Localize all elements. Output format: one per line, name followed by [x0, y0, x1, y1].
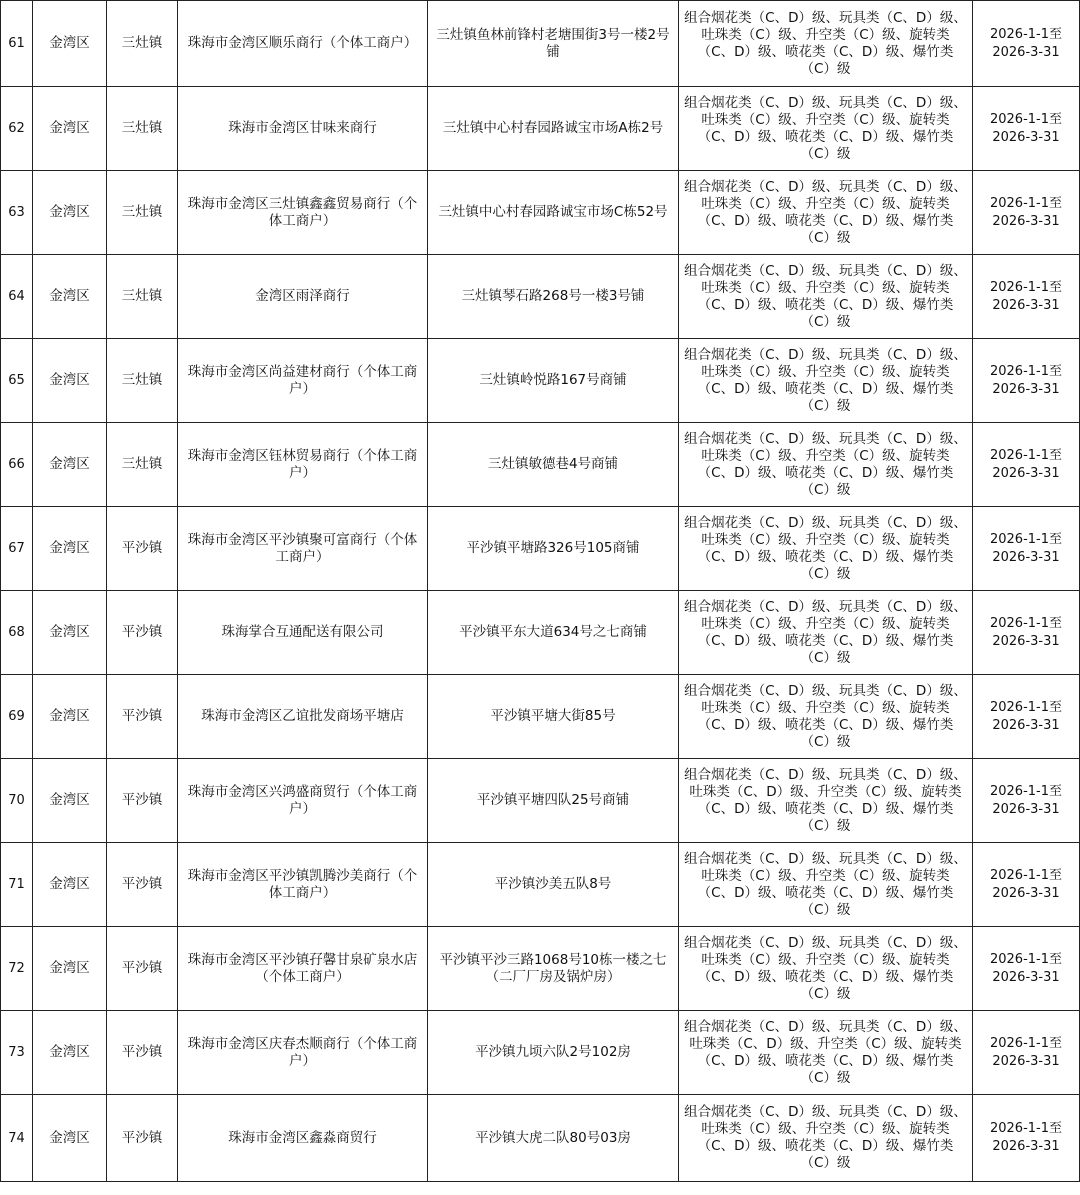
store-name-cell: 珠海市金湾区鑫淼商贸行	[178, 1095, 428, 1182]
table-row	[1, 1011, 1080, 1095]
town-cell: 平沙镇	[107, 1095, 178, 1182]
table-row	[1, 171, 1080, 255]
period-end: 2026-3-31	[992, 633, 1060, 649]
district-cell: 金湾区	[33, 591, 107, 675]
period-end: 2026-3-31	[992, 213, 1060, 229]
row-number: 69	[1, 675, 33, 759]
row-number: 70	[1, 759, 33, 843]
row-number: 66	[1, 423, 33, 507]
validity-period-cell	[973, 87, 1080, 171]
product-scope-cell: 组合烟花类（C、D）级、玩具类（C、D）级、吐珠类（C）级、升空类（C）级、旋转类（C、D）级、喷花类（C、D）级、爆竹类（C）级	[679, 1, 973, 87]
period-end: 2026-3-31	[992, 297, 1060, 313]
validity-period-cell	[973, 423, 1080, 507]
period-start: 2026-1-1至	[989, 615, 1062, 631]
address-cell: 平沙镇九顷六队2号102房	[428, 1011, 679, 1095]
product-scope-cell: 组合烟花类（C、D）级、玩具类（C、D）级、吐珠类（C）级、升空类（C）级、旋转类（C、D）级、喷花类（C、D）级、爆竹类（C）级	[679, 87, 973, 171]
store-name-cell: 珠海掌合互通配送有限公司	[178, 591, 428, 675]
store-name-cell: 珠海市金湾区平沙镇凯腾沙美商行（个体工商户）	[178, 843, 428, 927]
district-cell: 金湾区	[33, 675, 107, 759]
product-scope-cell: 组合烟花类（C、D）级、玩具类（C、D）级、吐珠类（C）级、升空类（C）级、旋转类（C、D）级、喷花类（C、D）级、爆竹类（C）级	[679, 591, 973, 675]
store-name-cell: 珠海市金湾区兴鸿盛商贸行（个体工商户）	[178, 759, 428, 843]
town-cell: 三灶镇	[107, 255, 178, 339]
table-row	[1, 759, 1080, 843]
address-cell: 三灶镇敏德巷4号商铺	[428, 423, 679, 507]
period-end: 2026-3-31	[992, 801, 1060, 817]
period-start: 2026-1-1至	[989, 699, 1062, 715]
row-number: 67	[1, 507, 33, 591]
product-scope-cell: 组合烟花类（C、D）级、玩具类（C、D）级、吐珠类（C、D）级、升空类（C）级、旋转类（C、D）级、喷花类（C、D）级、爆竹类（C）级	[679, 1011, 973, 1095]
town-cell: 三灶镇	[107, 339, 178, 423]
store-name-cell: 珠海市金湾区庆春杰顺商行（个体工商户）	[178, 1011, 428, 1095]
product-scope-cell: 组合烟花类（C、D）级、玩具类（C、D）级、吐珠类（C）级、升空类（C）级、旋转类（C、D）级、喷花类（C、D）级、爆竹类（C）级	[679, 255, 973, 339]
period-start: 2026-1-1至	[989, 951, 1062, 967]
district-cell: 金湾区	[33, 1011, 107, 1095]
period-start: 2026-1-1至	[989, 111, 1062, 127]
store-name-cell: 珠海市金湾区乙谊批发商场平塘店	[178, 675, 428, 759]
store-name-cell: 珠海市金湾区尚益建材商行（个体工商户）	[178, 339, 428, 423]
product-scope-cell: 组合烟花类（C、D）级、玩具类（C、D）级、吐珠类（C）级、升空类（C）级、旋转类（C、D）级、喷花类（C、D）级、爆竹类（C）级	[679, 1095, 973, 1182]
district-cell: 金湾区	[33, 1095, 107, 1182]
period-end: 2026-3-31	[992, 44, 1060, 60]
table-row	[1, 927, 1080, 1011]
validity-period-cell	[973, 591, 1080, 675]
period-start: 2026-1-1至	[989, 26, 1062, 42]
row-number: 64	[1, 255, 33, 339]
address-cell: 三灶镇琴石路268号一楼3号铺	[428, 255, 679, 339]
validity-period-cell	[973, 1011, 1080, 1095]
address-cell: 平沙镇沙美五队8号	[428, 843, 679, 927]
address-cell: 平沙镇平沙三路1068号10栋一楼之七（二厂厂房及锅炉房）	[428, 927, 679, 1011]
table-row	[1, 423, 1080, 507]
product-scope-cell: 组合烟花类（C、D）级、玩具类（C、D）级、吐珠类（C）级、升空类（C）级、旋转类（C、D）级、喷花类（C、D）级、爆竹类（C）级	[679, 675, 973, 759]
product-scope-cell: 组合烟花类（C、D）级、玩具类（C、D）级、吐珠类（C）级、升空类（C）级、旋转类（C、D）级、喷花类（C、D）级、爆竹类（C）级	[679, 423, 973, 507]
table-row	[1, 507, 1080, 591]
validity-period-cell	[973, 255, 1080, 339]
town-cell: 三灶镇	[107, 171, 178, 255]
period-start: 2026-1-1至	[989, 447, 1062, 463]
period-end: 2026-3-31	[992, 969, 1060, 985]
district-cell: 金湾区	[33, 759, 107, 843]
store-name-cell: 珠海市金湾区甘味来商行	[178, 87, 428, 171]
table-row	[1, 255, 1080, 339]
town-cell: 三灶镇	[107, 423, 178, 507]
period-start: 2026-1-1至	[989, 195, 1062, 211]
validity-period-cell	[973, 759, 1080, 843]
period-end: 2026-3-31	[992, 1139, 1060, 1154]
validity-period-cell	[973, 339, 1080, 423]
row-number: 71	[1, 843, 33, 927]
period-start: 2026-1-1至	[989, 279, 1062, 295]
district-cell: 金湾区	[33, 171, 107, 255]
period-end: 2026-3-31	[992, 465, 1060, 481]
store-name-cell: 珠海市金湾区平沙镇聚可富商行（个体工商户）	[178, 507, 428, 591]
district-cell: 金湾区	[33, 423, 107, 507]
district-cell: 金湾区	[33, 339, 107, 423]
product-scope-cell: 组合烟花类（C、D）级、玩具类（C、D）级、吐珠类（C）级、升空类（C）级、旋转类（C、D）级、喷花类（C、D）级、爆竹类（C）级	[679, 927, 973, 1011]
period-end: 2026-3-31	[992, 1053, 1060, 1069]
town-cell: 平沙镇	[107, 507, 178, 591]
period-start: 2026-1-1至	[989, 531, 1062, 547]
address-cell: 平沙镇平塘大街85号	[428, 675, 679, 759]
period-end: 2026-3-31	[992, 549, 1060, 565]
town-cell: 平沙镇	[107, 927, 178, 1011]
period-end: 2026-3-31	[992, 885, 1060, 901]
validity-period-cell	[973, 843, 1080, 927]
town-cell: 三灶镇	[107, 87, 178, 171]
town-cell: 平沙镇	[107, 759, 178, 843]
product-scope-cell: 组合烟花类（C、D）级、玩具类（C、D）级、吐珠类（C、D）级、升空类（C）级、旋转类（C、D）级、喷花类（C、D）级、爆竹类（C）级	[679, 759, 973, 843]
town-cell: 平沙镇	[107, 675, 178, 759]
product-scope-cell: 组合烟花类（C、D）级、玩具类（C、D）级、吐珠类（C）级、升空类（C）级、旋转类（C、D）级、喷花类（C、D）级、爆竹类（C）级	[679, 507, 973, 591]
town-cell: 平沙镇	[107, 1011, 178, 1095]
district-cell: 金湾区	[33, 255, 107, 339]
period-start: 2026-1-1至	[989, 363, 1062, 379]
validity-period-cell	[973, 675, 1080, 759]
row-number: 72	[1, 927, 33, 1011]
row-number: 73	[1, 1011, 33, 1095]
validity-period-cell	[973, 1095, 1080, 1182]
row-number: 63	[1, 171, 33, 255]
store-name-cell: 金湾区雨泽商行	[178, 255, 428, 339]
period-end: 2026-3-31	[992, 381, 1060, 397]
table-row	[1, 591, 1080, 675]
table-row	[1, 843, 1080, 927]
store-name-cell: 珠海市金湾区平沙镇孖馨甘泉矿泉水店（个体工商户）	[178, 927, 428, 1011]
address-cell: 平沙镇大虎二队80号03房	[428, 1095, 679, 1182]
address-cell: 平沙镇平东大道634号之七商铺	[428, 591, 679, 675]
table-row	[1, 675, 1080, 759]
address-cell: 三灶镇鱼林前锋村老塘围街3号一楼2号铺	[428, 1, 679, 87]
row-number: 62	[1, 87, 33, 171]
period-start: 2026-1-1至	[989, 783, 1062, 799]
table-body	[1, 1, 1080, 1182]
town-cell: 平沙镇	[107, 843, 178, 927]
validity-period-cell	[973, 927, 1080, 1011]
period-start: 2026-1-1至	[989, 867, 1062, 883]
validity-period-cell	[973, 1, 1080, 87]
period-end: 2026-3-31	[992, 129, 1060, 145]
validity-period-cell	[973, 507, 1080, 591]
address-cell: 三灶镇中心村春园路诚宝市场C栋52号	[428, 171, 679, 255]
product-scope-cell: 组合烟花类（C、D）级、玩具类（C、D）级、吐珠类（C）级、升空类（C）级、旋转类（C、D）级、喷花类（C、D）级、爆竹类（C）级	[679, 843, 973, 927]
validity-period-cell	[973, 171, 1080, 255]
address-cell: 平沙镇平塘四队25号商铺	[428, 759, 679, 843]
product-scope-cell: 组合烟花类（C、D）级、玩具类（C、D）级、吐珠类（C）级、升空类（C）级、旋转类（C、D）级、喷花类（C、D）级、爆竹类（C）级	[679, 171, 973, 255]
district-cell: 金湾区	[33, 927, 107, 1011]
town-cell: 三灶镇	[107, 1, 178, 87]
address-cell: 三灶镇中心村春园路诚宝市场A栋2号	[428, 87, 679, 171]
row-number: 74	[1, 1095, 33, 1182]
period-start: 2026-1-1至	[989, 1121, 1062, 1136]
store-name-cell: 珠海市金湾区钰林贸易商行（个体工商户）	[178, 423, 428, 507]
town-cell: 平沙镇	[107, 591, 178, 675]
product-scope-cell: 组合烟花类（C、D）级、玩具类（C、D）级、吐珠类（C）级、升空类（C）级、旋转类（C、D）级、喷花类（C、D）级、爆竹类（C）级	[679, 339, 973, 423]
district-cell: 金湾区	[33, 1, 107, 87]
store-name-cell: 珠海市金湾区三灶镇鑫鑫贸易商行（个体工商户）	[178, 171, 428, 255]
table-row	[1, 1095, 1080, 1182]
row-number: 61	[1, 1, 33, 87]
store-name-cell: 珠海市金湾区顺乐商行（个体工商户）	[178, 1, 428, 87]
address-cell: 三灶镇岭悦路167号商铺	[428, 339, 679, 423]
table-row	[1, 339, 1080, 423]
address-cell: 平沙镇平塘路326号105商铺	[428, 507, 679, 591]
table-row	[1, 87, 1080, 171]
district-cell: 金湾区	[33, 843, 107, 927]
period-end: 2026-3-31	[992, 717, 1060, 733]
district-cell: 金湾区	[33, 507, 107, 591]
table-row	[1, 1, 1080, 87]
row-number: 68	[1, 591, 33, 675]
district-cell: 金湾区	[33, 87, 107, 171]
period-start: 2026-1-1至	[989, 1035, 1062, 1051]
row-number: 65	[1, 339, 33, 423]
